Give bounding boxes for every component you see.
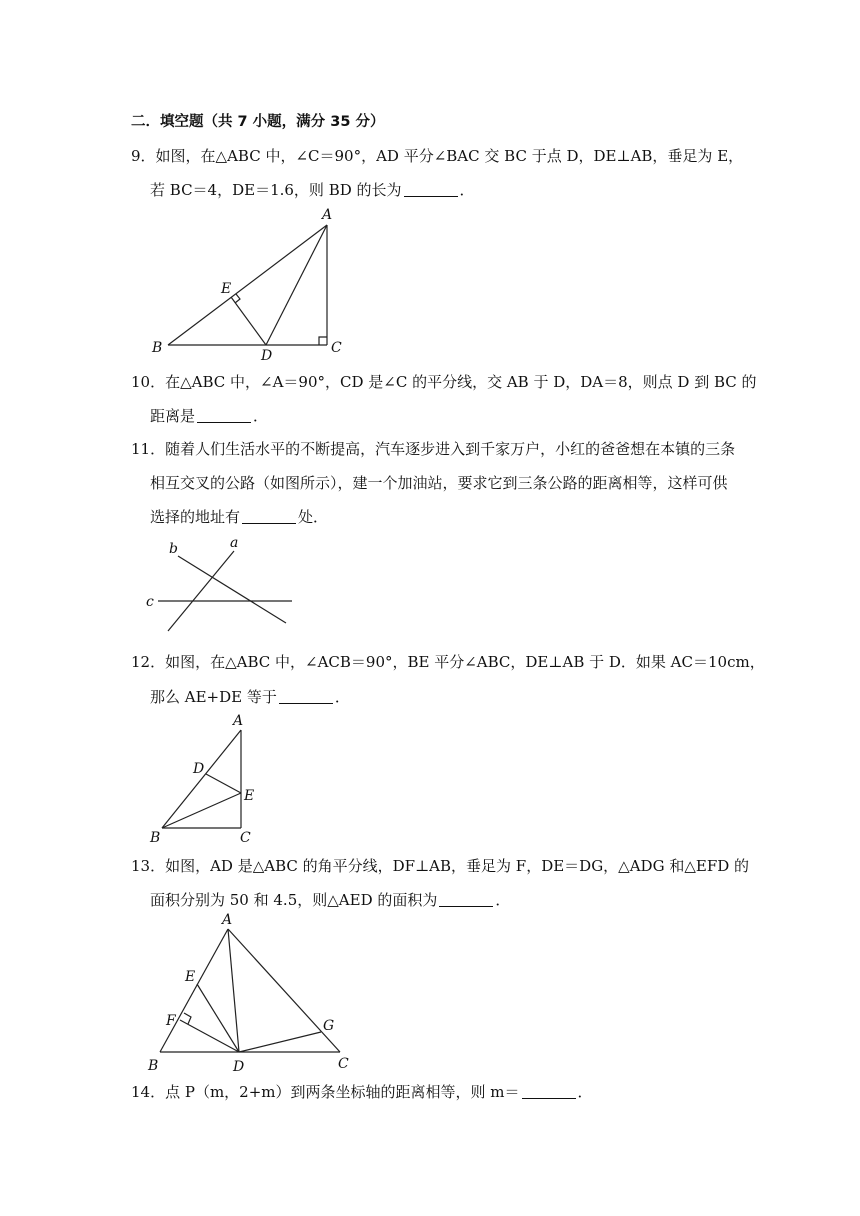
label-b: b	[169, 541, 178, 557]
label-c: c	[146, 594, 154, 610]
label-B: B	[148, 1058, 159, 1074]
label-D: D	[261, 348, 273, 364]
answer-blank-14[interactable]	[522, 1084, 576, 1099]
question-13-end: ．	[495, 891, 511, 909]
question-13-line-1: 13．如图，AD 是△ABC 的角平分线，DF⊥AB，垂足为 F，DE＝DG，△ADG 和△EFD 的	[131, 857, 750, 875]
label-A: A	[322, 207, 333, 223]
question-12-line-1: 12．如图，在△ABC 中，∠ACB＝90°，BE 平分∠ABC，DE⊥AB 于 D．如果 AC＝10cm，	[131, 653, 765, 671]
label-D: D	[233, 1059, 245, 1075]
label-A: A	[233, 713, 244, 729]
question-11-text: 选择的地址有	[150, 508, 241, 526]
label-G: G	[323, 1018, 335, 1034]
label-E: E	[244, 788, 255, 804]
label-C: C	[331, 340, 342, 356]
question-10-end: ．	[253, 407, 269, 425]
label-B: B	[150, 830, 161, 846]
section-title: 二．填空题（共 7 小题，满分 35 分）	[131, 114, 385, 130]
question-9-end: ．	[459, 181, 475, 199]
label-a: a	[230, 535, 239, 551]
question-11-end: 处．	[298, 508, 329, 526]
label-A: A	[222, 912, 233, 928]
question-14-line-1	[131, 1082, 593, 1102]
question-14-end: ．	[577, 1083, 593, 1101]
label-F: F	[166, 1013, 176, 1029]
question-11-line-1: 11．随着人们生活水平的不断提高，汽车逐步进入到千家万户，小红的爸爸想在本镇的三条	[131, 440, 736, 458]
label-C: C	[338, 1056, 349, 1072]
question-13-text: 面积分别为 50 和 4.5，则△AED 的面积为	[150, 891, 438, 909]
question-9-text: 若 BC＝4，DE＝1.6，则 BD 的长为	[150, 181, 402, 199]
question-11-line-2: 相互交叉的公路（如图所示），建一个加油站，要求它到三条公路的距离相等，这样可供	[150, 474, 728, 492]
label-E: E	[221, 281, 232, 297]
label-E: E	[185, 969, 196, 985]
question-12-text: 那么 AE+DE 等于	[150, 688, 277, 706]
question-9-line-1: 9．如图，在△ABC 中，∠C＝90°，AD 平分∠BAC 交 BC 于点 D，DE⊥AB，垂足为 E，	[131, 147, 744, 165]
label-B: B	[152, 340, 163, 356]
question-14-text: 14．点 P（m，2+m）到两条坐标轴的距离相等，则 m＝	[131, 1083, 520, 1101]
question-10-text: 距离是	[150, 407, 196, 425]
label-C: C	[240, 830, 251, 846]
question-10-line-1: 10．在△ABC 中，∠A＝90°，CD 是∠C 的平分线，交 AB 于 D，DA＝8，则点 D 到 BC 的	[131, 373, 757, 391]
question-12-end: ．	[334, 688, 350, 706]
label-D: D	[193, 761, 205, 777]
